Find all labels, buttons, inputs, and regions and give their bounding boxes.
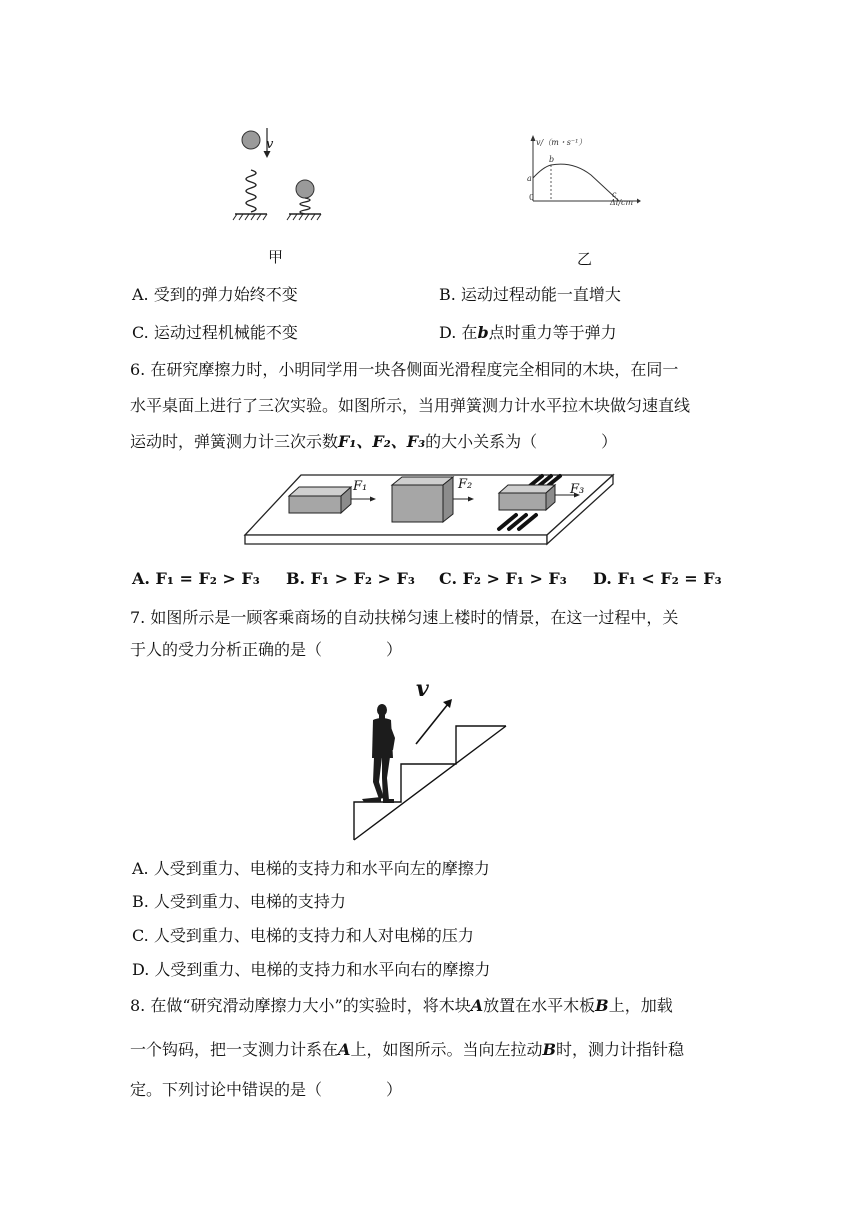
q8-line1-var-a: A (470, 996, 484, 1015)
q6-option-c-text: C. F₂ > F₁ > F₃ (439, 569, 567, 588)
q7-option-a: A. 人受到重力、电梯的支持力和水平向左的摩擦力 (132, 859, 490, 878)
q6-stem-line2: 水平桌面上进行了三次实验。如图所示，当用弹簧测力计水平拉木块做匀速直线 (130, 396, 691, 415)
figure-caption-jia: 甲 (268, 248, 284, 266)
graph-y-axis-label: v/（m・s⁻¹） (536, 138, 587, 147)
q6-option-d (593, 569, 722, 588)
q5-option-b: B. 运动过程动能一直增大 (439, 285, 621, 304)
q7-stem-line2: 于人的受力分析正确的是（ ） (130, 640, 403, 659)
q6-option-a (132, 569, 260, 588)
q8-line1-part2: 放置在水平木板 (483, 996, 596, 1015)
q8-line2-var-a: A (338, 1040, 351, 1059)
q8-line1-part1: 8. 在做“研究滑动摩擦力大小”的实验时，将木块 (130, 996, 471, 1015)
q8-stem-line3: 定。下列讨论中错误的是（ ） (130, 1080, 403, 1099)
q6-stem-line1: 6. 在研究摩擦力时，小明同学用一块各侧面光滑程度完全相同的木块，在同一 (130, 360, 679, 379)
force-label-f1: F₁ (353, 479, 368, 494)
q6-option-a-text: A. F₁ = F₂ > F₃ (132, 569, 260, 588)
q6-stem-line3-prefix: 运动时，弹簧测力计三次示数 (130, 432, 339, 451)
q5-option-d (439, 320, 617, 343)
q8-line1-var-b: B (595, 996, 609, 1015)
force-label-f2: F₂ (458, 477, 473, 492)
graph-point-c: c (612, 190, 617, 199)
table-blocks-diagram (243, 471, 615, 549)
q8-line1-part3: 上，加载 (608, 996, 673, 1015)
graph-point-b: b (549, 155, 555, 164)
q5-option-d-prefix: D. 在 (439, 323, 478, 342)
q6-stem-line3-suffix: 的大小关系为（ ） (425, 432, 618, 451)
q7-stem-line1: 7. 如图所示是一顾客乘商场的自动扶梯匀速上楼时的情景，在这一过程中，关 (130, 608, 679, 627)
q8-line2-part1: 一个钩码，把一支测力计系在 (130, 1040, 339, 1059)
velocity-label: v (266, 137, 274, 152)
figure-caption-yi: 乙 (577, 250, 593, 268)
q5-option-a: A. 受到的弹力始终不变 (132, 285, 298, 304)
q7-option-c: C. 人受到重力、电梯的支持力和人对电梯的压力 (132, 926, 474, 945)
q6-option-b (286, 569, 415, 588)
q6-option-d-text: D. F₁ < F₂ = F₃ (593, 569, 722, 588)
graph-x-axis-label: Δl/cm (610, 198, 634, 207)
escalator-velocity-label: v (416, 676, 429, 702)
spring-ball-diagram (225, 124, 325, 232)
q5-option-d-var: b (477, 323, 489, 342)
q6-option-c (439, 569, 567, 588)
q5-option-d-suffix: 点时重力等于弹力 (488, 323, 617, 342)
q8-line2-var-b: B (542, 1040, 556, 1059)
q7-figure-escalator (352, 678, 508, 842)
q6-stem-line3 (130, 432, 617, 452)
escalator-diagram (352, 678, 508, 842)
q7-option-b: B. 人受到重力、电梯的支持力 (132, 892, 346, 911)
q7-option-d: D. 人受到重力、电梯的支持力和水平向右的摩擦力 (132, 960, 491, 979)
q6-option-b-text: B. F₁ > F₂ > F₃ (286, 569, 415, 588)
q8-line2-part3: 时，测力计指针稳 (555, 1040, 684, 1059)
q5-option-c: C. 运动过程机械能不变 (132, 323, 298, 342)
q6-figure-three-blocks (243, 471, 615, 549)
q5-figure-jia (225, 124, 325, 232)
graph-point-a: a (527, 174, 532, 183)
q8-stem-line1 (130, 996, 673, 1016)
force-label-f3: F₃ (570, 482, 585, 497)
graph-origin-label: 0 (529, 193, 535, 202)
q6-stem-line3-vars: F₁、F₂、F₃ (338, 432, 426, 451)
q8-line2-part2: 上，如图所示。当向左拉动 (350, 1040, 543, 1059)
q8-stem-line2 (130, 1040, 684, 1060)
